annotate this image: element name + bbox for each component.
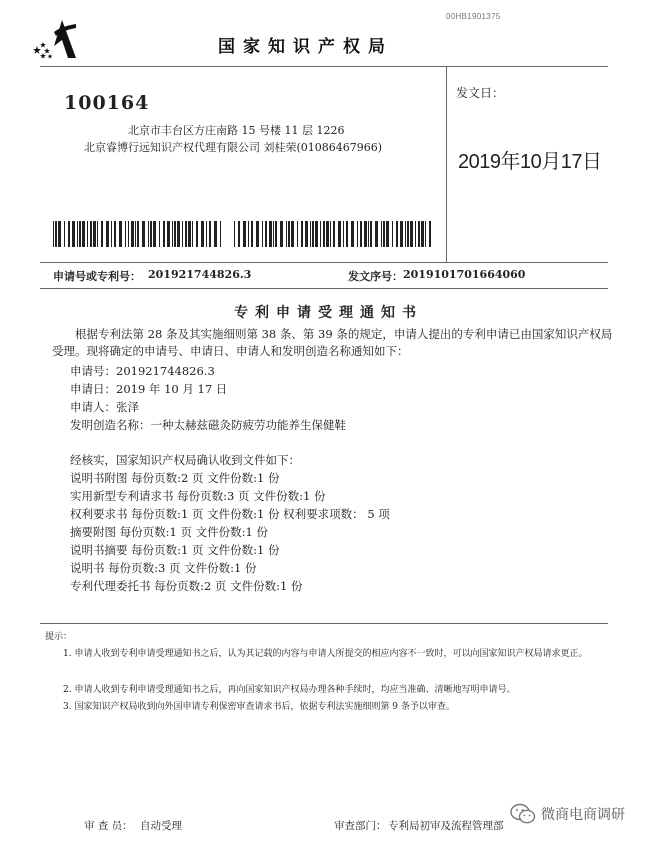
barcode-bar — [167, 221, 170, 247]
document-item: 实用新型专利请求书 每份页数:3 页 文件份数:1 份 — [70, 489, 326, 503]
barcode-bar — [142, 221, 145, 247]
barcode-bar — [214, 221, 217, 247]
received-intro: 经核实，国家知识产权局确认收到文件如下： — [70, 453, 300, 467]
barcode-bar — [370, 221, 372, 247]
barcode-bar — [368, 221, 369, 247]
barcode-bar — [82, 221, 85, 247]
barcode-bar — [131, 221, 134, 247]
barcode-bar — [93, 221, 96, 247]
barcode-bar — [128, 221, 130, 247]
barcode-bar — [280, 221, 283, 247]
barcode-bar — [346, 221, 348, 247]
barcode-bar — [315, 221, 318, 247]
address-line-2: 北京睿博行远知识产权代理有限公司 刘桂荣(01086467966) — [84, 141, 383, 154]
barcode-bar — [196, 221, 198, 247]
barcode-bar — [111, 221, 112, 247]
document-code: 00HB1901375 — [446, 12, 501, 21]
wechat-icon — [510, 803, 536, 825]
barcode-bar — [243, 221, 246, 247]
barcode-bar — [326, 221, 329, 247]
barcode-bar — [288, 221, 290, 247]
tip-item: 1. 申请人收到专利申请受理通知书之后，认为其记载的内容与申请人所提交的相应内容不一致时，可以向国家知识产权局请求更正。 — [63, 649, 588, 659]
barcode-bar — [407, 221, 409, 247]
application-number-label: 申请号或专利号： — [53, 270, 141, 283]
barcode-bar — [153, 221, 156, 247]
barcode-bar — [182, 221, 183, 247]
document-item: 说明书摘要 每份页数:1 页 文件份数:1 份 — [70, 543, 280, 557]
barcode-bar — [53, 221, 54, 247]
barcode-bar — [429, 221, 431, 247]
barcode-bar — [206, 221, 207, 247]
barcode-bar — [392, 221, 393, 247]
examiner: 自动受理 — [140, 820, 182, 832]
barcode-bar — [305, 221, 308, 247]
barcode-bar — [125, 221, 126, 247]
barcode-bar — [418, 221, 420, 247]
barcode-bar — [55, 221, 57, 247]
department-label: 审查部门： — [334, 820, 387, 832]
barcode-bar — [320, 221, 321, 247]
header-vertical-rule — [446, 66, 447, 262]
tips-rule — [40, 623, 608, 624]
barcode-bar — [101, 221, 103, 247]
barcode-bar — [234, 221, 235, 247]
document-item: 说明书附图 每份页数:2 页 文件份数:1 份 — [70, 471, 280, 485]
barcode-bar — [275, 221, 277, 247]
serial-number-label: 发文序号： — [348, 270, 403, 283]
barcode-right — [234, 221, 434, 247]
barcode-bar — [301, 221, 303, 247]
barcode-bar — [192, 221, 193, 247]
examiner-label: 审 查 员： — [84, 820, 133, 832]
postcode: 100164 — [64, 92, 150, 114]
barcode-bar — [323, 221, 325, 247]
office-name: 国家知识产权局 — [218, 37, 393, 57]
barcode-bar — [383, 221, 385, 247]
barcode-bar — [106, 221, 109, 247]
barcode-bar — [338, 221, 341, 247]
barcode-bar — [310, 221, 311, 247]
barcode-bar — [137, 221, 139, 247]
barcode-bar — [400, 221, 403, 247]
barcode-bar — [77, 221, 78, 247]
barcode-bar — [209, 221, 211, 247]
barcode-bar — [357, 221, 358, 247]
barcode-bar — [364, 221, 367, 247]
barcode-bar — [64, 221, 65, 247]
barcode-bar — [286, 221, 287, 247]
barcode-left — [53, 221, 223, 247]
barcode-bar — [68, 221, 70, 247]
department: 专利局初审及流程管理部 — [388, 820, 504, 832]
barcode-bar — [114, 221, 116, 247]
barcode-bar — [291, 221, 294, 247]
barcode-bar — [188, 221, 191, 247]
barcode-bar — [262, 221, 263, 247]
barcode-bar — [386, 221, 389, 247]
barcode-bar — [201, 221, 204, 247]
meta-bottom-rule — [40, 288, 608, 289]
barcode-bar — [256, 221, 259, 247]
serial-number: 2019101701664060 — [403, 268, 526, 281]
barcode-bar — [135, 221, 136, 247]
tips-heading: 提示： — [45, 632, 73, 642]
barcode-bar — [251, 221, 253, 247]
barcode-bar — [273, 221, 274, 247]
notice-title: 专利申请受理通知书 — [234, 305, 423, 321]
document-item: 专利代理委托书 每份页数:2 页 文件份数:1 份 — [70, 579, 303, 593]
barcode-bar — [360, 221, 362, 247]
barcode-bar — [97, 221, 98, 247]
notice-intro: 根据专利法第 28 条及其实施细则第 38 条、第 39 条的规定，申请人提出的专利申请已由国家知识产权局受理。现将确定的申请号、申请日、申请人和发明创造名称通知如下： — [52, 327, 613, 358]
barcode-bar — [220, 221, 221, 247]
barcode-bar — [90, 221, 92, 247]
barcode-bar — [79, 221, 81, 247]
barcode-bar — [119, 221, 122, 247]
document-item: 权利要求书 每份页数:1 页 文件份数:1 份 权利要求项数： 5 项 — [70, 507, 390, 521]
barcode-bar — [148, 221, 149, 247]
barcode-bar — [405, 221, 406, 247]
barcode-bar — [150, 221, 152, 247]
barcode-bar — [172, 221, 173, 247]
barcode-bar — [269, 221, 272, 247]
document-item: 说明书 每份页数:3 页 文件份数:1 份 — [70, 561, 257, 575]
barcode-bar — [375, 221, 378, 247]
barcode-bar — [174, 221, 176, 247]
header-rule — [40, 66, 608, 67]
barcode-bar — [185, 221, 187, 247]
send-date-value: 2019年10月17日 — [458, 151, 602, 173]
barcode-bar — [159, 221, 160, 247]
barcode-bar — [410, 221, 413, 247]
barcode-bar — [248, 221, 249, 247]
tip-item: 2. 申请人收到专利申请受理通知书之后，再向国家知识产权局办理各种手续时，均应当准确、清晰地写明申请号。 — [63, 685, 516, 695]
field-invention-title: 发明创造名称：一种太赫兹磁灸防疲劳功能养生保健鞋 — [70, 418, 346, 432]
barcode-bar — [238, 221, 240, 247]
barcode-bar — [343, 221, 344, 247]
field-applicant: 申请人：张泽 — [70, 400, 139, 414]
barcode-bar — [58, 221, 61, 247]
watermark-text: 微商电商调研 — [541, 807, 625, 823]
watermark — [510, 803, 625, 825]
barcode-bar — [396, 221, 398, 247]
barcode-bar — [333, 221, 335, 247]
barcode-bar — [163, 221, 165, 247]
barcode-bar — [265, 221, 267, 247]
document-item: 摘要附图 每份页数:1 页 文件份数:1 份 — [70, 525, 269, 539]
barcode-bar — [177, 221, 180, 247]
meta-top-rule — [40, 262, 608, 263]
send-date-label: 发文日： — [456, 86, 505, 100]
field-application-date: 申请日：2019 年 10 月 17 日 — [70, 382, 228, 396]
barcode-bar — [87, 221, 88, 247]
barcode-bar — [415, 221, 416, 247]
barcode-bar — [421, 221, 424, 247]
barcode-bar — [330, 221, 331, 247]
barcode-bar — [297, 221, 298, 247]
barcode-bar — [72, 221, 75, 247]
barcode-bar — [425, 221, 426, 247]
barcode-bar — [312, 221, 314, 247]
cnipa-logo-icon — [32, 18, 92, 60]
address-line-1: 北京市丰台区方庄南路 15 号楼 11 层 1226 — [128, 124, 345, 137]
tip-item: 3. 国家知识产权局收到向外国申请专利保密审查请求书后，依据专利法实施细则第 9 条予以审查。 — [63, 702, 455, 712]
application-number: 201921744826.3 — [148, 268, 252, 281]
barcode-bar — [351, 221, 354, 247]
field-application-number: 申请号：201921744826.3 — [70, 364, 215, 378]
barcode-bar — [381, 221, 382, 247]
